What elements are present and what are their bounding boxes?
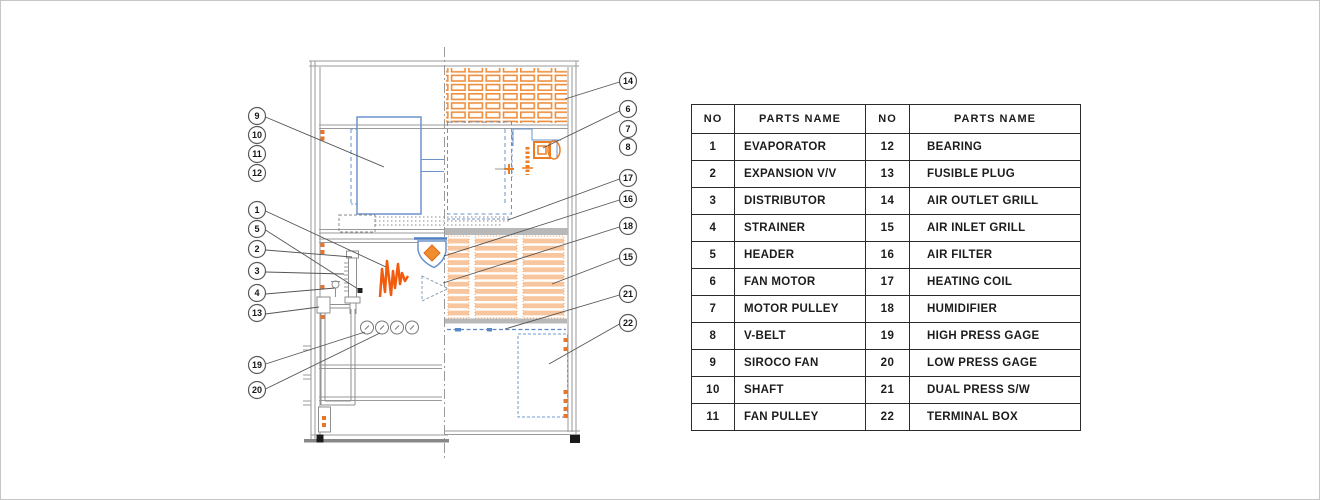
part-no: 9 xyxy=(692,350,735,377)
svg-text:8: 8 xyxy=(625,142,631,153)
part-no: 3 xyxy=(692,188,735,215)
part-name: FUSIBLE PLUG xyxy=(910,161,1081,188)
callout-13 xyxy=(249,305,266,322)
parts-table xyxy=(691,104,1081,431)
part-name: MOTOR PULLEY xyxy=(735,296,866,323)
part-name: AIR INLET GRILL xyxy=(910,215,1081,242)
callout-7 xyxy=(620,121,637,138)
table-row xyxy=(692,269,1081,296)
lower-deck-band xyxy=(445,319,567,324)
part-name: V-BELT xyxy=(735,323,866,350)
part-no: 10 xyxy=(692,377,735,404)
part-no: 11 xyxy=(692,404,735,431)
table-row xyxy=(692,161,1081,188)
callout-3 xyxy=(249,263,266,280)
siroco-fan-housing xyxy=(351,117,444,214)
part-no: 4 xyxy=(692,215,735,242)
callout-15 xyxy=(620,249,637,266)
part-name: HIGH PRESS GAGE xyxy=(910,323,1081,350)
callout-1 xyxy=(249,202,266,219)
table-row xyxy=(692,242,1081,269)
part-no: 20 xyxy=(866,350,910,377)
part-no: 18 xyxy=(866,296,910,323)
svg-text:7: 7 xyxy=(625,124,631,135)
callout-2 xyxy=(249,241,266,258)
svg-text:16: 16 xyxy=(622,194,634,205)
svg-text:17: 17 xyxy=(622,173,634,184)
svg-text:13: 13 xyxy=(251,308,263,319)
table-row xyxy=(692,404,1081,431)
part-name: AIR FILTER xyxy=(910,242,1081,269)
callout-17 xyxy=(620,170,637,187)
part-name: SIROCO FAN xyxy=(735,350,866,377)
part-no: 16 xyxy=(866,242,910,269)
fusible-plug xyxy=(317,297,330,313)
svg-text:20: 20 xyxy=(251,385,263,396)
part-name: EXPANSION V/V xyxy=(735,161,866,188)
refrigerant-piping xyxy=(321,305,355,406)
callout-11 xyxy=(249,146,266,163)
part-name: LOW PRESS GAGE xyxy=(910,350,1081,377)
part-name: HEATING COIL xyxy=(910,269,1081,296)
header-name-left: PARTS NAME xyxy=(735,105,866,134)
pressure-gauges xyxy=(361,321,419,334)
svg-text:9: 9 xyxy=(254,111,260,122)
svg-text:6: 6 xyxy=(625,104,631,115)
part-no: 22 xyxy=(866,404,910,431)
part-no: 5 xyxy=(692,242,735,269)
air-filter-block xyxy=(448,236,564,318)
callout-5 xyxy=(249,221,266,238)
cabinet-base xyxy=(304,431,580,443)
part-no: 17 xyxy=(866,269,910,296)
callout-16 xyxy=(620,191,637,208)
callout-10 xyxy=(249,127,266,144)
part-name: BEARING xyxy=(910,134,1081,161)
wall-markers xyxy=(321,130,325,319)
part-no: 8 xyxy=(692,323,735,350)
svg-text:4: 4 xyxy=(254,288,260,299)
part-no: 14 xyxy=(866,188,910,215)
table-header-row xyxy=(692,105,1081,134)
part-no: 15 xyxy=(866,215,910,242)
svg-text:1: 1 xyxy=(254,205,260,216)
svg-text:3: 3 xyxy=(254,266,260,277)
callout-9 xyxy=(249,108,266,125)
header-name-right: PARTS NAME xyxy=(910,105,1081,134)
callout-12 xyxy=(249,165,266,182)
part-name: FAN MOTOR xyxy=(735,269,866,296)
table-row xyxy=(692,215,1081,242)
svg-text:22: 22 xyxy=(622,318,634,329)
callout-19 xyxy=(249,357,266,374)
part-name: HUMIDIFIER xyxy=(910,296,1081,323)
table-row xyxy=(692,188,1081,215)
part-no: 1 xyxy=(692,134,735,161)
spray-funnel xyxy=(422,276,448,301)
part-name: EVAPORATOR xyxy=(735,134,866,161)
humidifier xyxy=(414,239,447,268)
svg-text:11: 11 xyxy=(252,149,262,160)
callout-8 xyxy=(620,139,637,156)
header-joint xyxy=(358,288,363,293)
part-name: DISTRIBUTOR xyxy=(735,188,866,215)
part-name: STRAINER xyxy=(735,215,866,242)
part-name: TERMINAL BOX xyxy=(910,404,1081,431)
fan-housing-section xyxy=(448,122,512,214)
part-no: 2 xyxy=(692,161,735,188)
table-row xyxy=(692,296,1081,323)
callout-14 xyxy=(620,73,637,90)
svg-text:19: 19 xyxy=(251,360,263,371)
svg-text:18: 18 xyxy=(622,221,634,232)
svg-text:21: 21 xyxy=(622,289,634,300)
svg-text:5: 5 xyxy=(254,224,260,235)
svg-text:15: 15 xyxy=(622,252,634,263)
part-no: 21 xyxy=(866,377,910,404)
svg-text:12: 12 xyxy=(251,168,263,179)
part-no: 7 xyxy=(692,296,735,323)
part-name: DUAL PRESS S/W xyxy=(910,377,1081,404)
svg-text:14: 14 xyxy=(622,76,634,87)
drain-box xyxy=(319,407,331,432)
header-no-right: NO xyxy=(866,105,910,134)
table-row xyxy=(692,377,1081,404)
part-name: SHAFT xyxy=(735,377,866,404)
part-no: 6 xyxy=(692,269,735,296)
part-no: 19 xyxy=(866,323,910,350)
table-row xyxy=(692,323,1081,350)
part-no: 13 xyxy=(866,161,910,188)
table-row xyxy=(692,134,1081,161)
callout-22 xyxy=(620,315,637,332)
callout-18 xyxy=(620,218,637,235)
callout-4 xyxy=(249,285,266,302)
part-no: 12 xyxy=(866,134,910,161)
svg-text:2: 2 xyxy=(254,244,260,255)
mid-deck-band xyxy=(445,228,568,235)
air-outlet-grill xyxy=(446,68,567,123)
callout-6 xyxy=(620,101,637,118)
ahu-parts-diagram xyxy=(226,39,666,466)
part-name: HEADER xyxy=(735,242,866,269)
terminal-box xyxy=(518,334,568,418)
strainer-valve xyxy=(331,281,340,297)
header-no-left: NO xyxy=(692,105,735,134)
callout-21 xyxy=(620,286,637,303)
fan-motor xyxy=(534,141,560,159)
callout-20 xyxy=(249,382,266,399)
part-name: AIR OUTLET GRILL xyxy=(910,188,1081,215)
table-row xyxy=(692,350,1081,377)
part-name: FAN PULLEY xyxy=(735,404,866,431)
svg-text:10: 10 xyxy=(251,130,263,141)
